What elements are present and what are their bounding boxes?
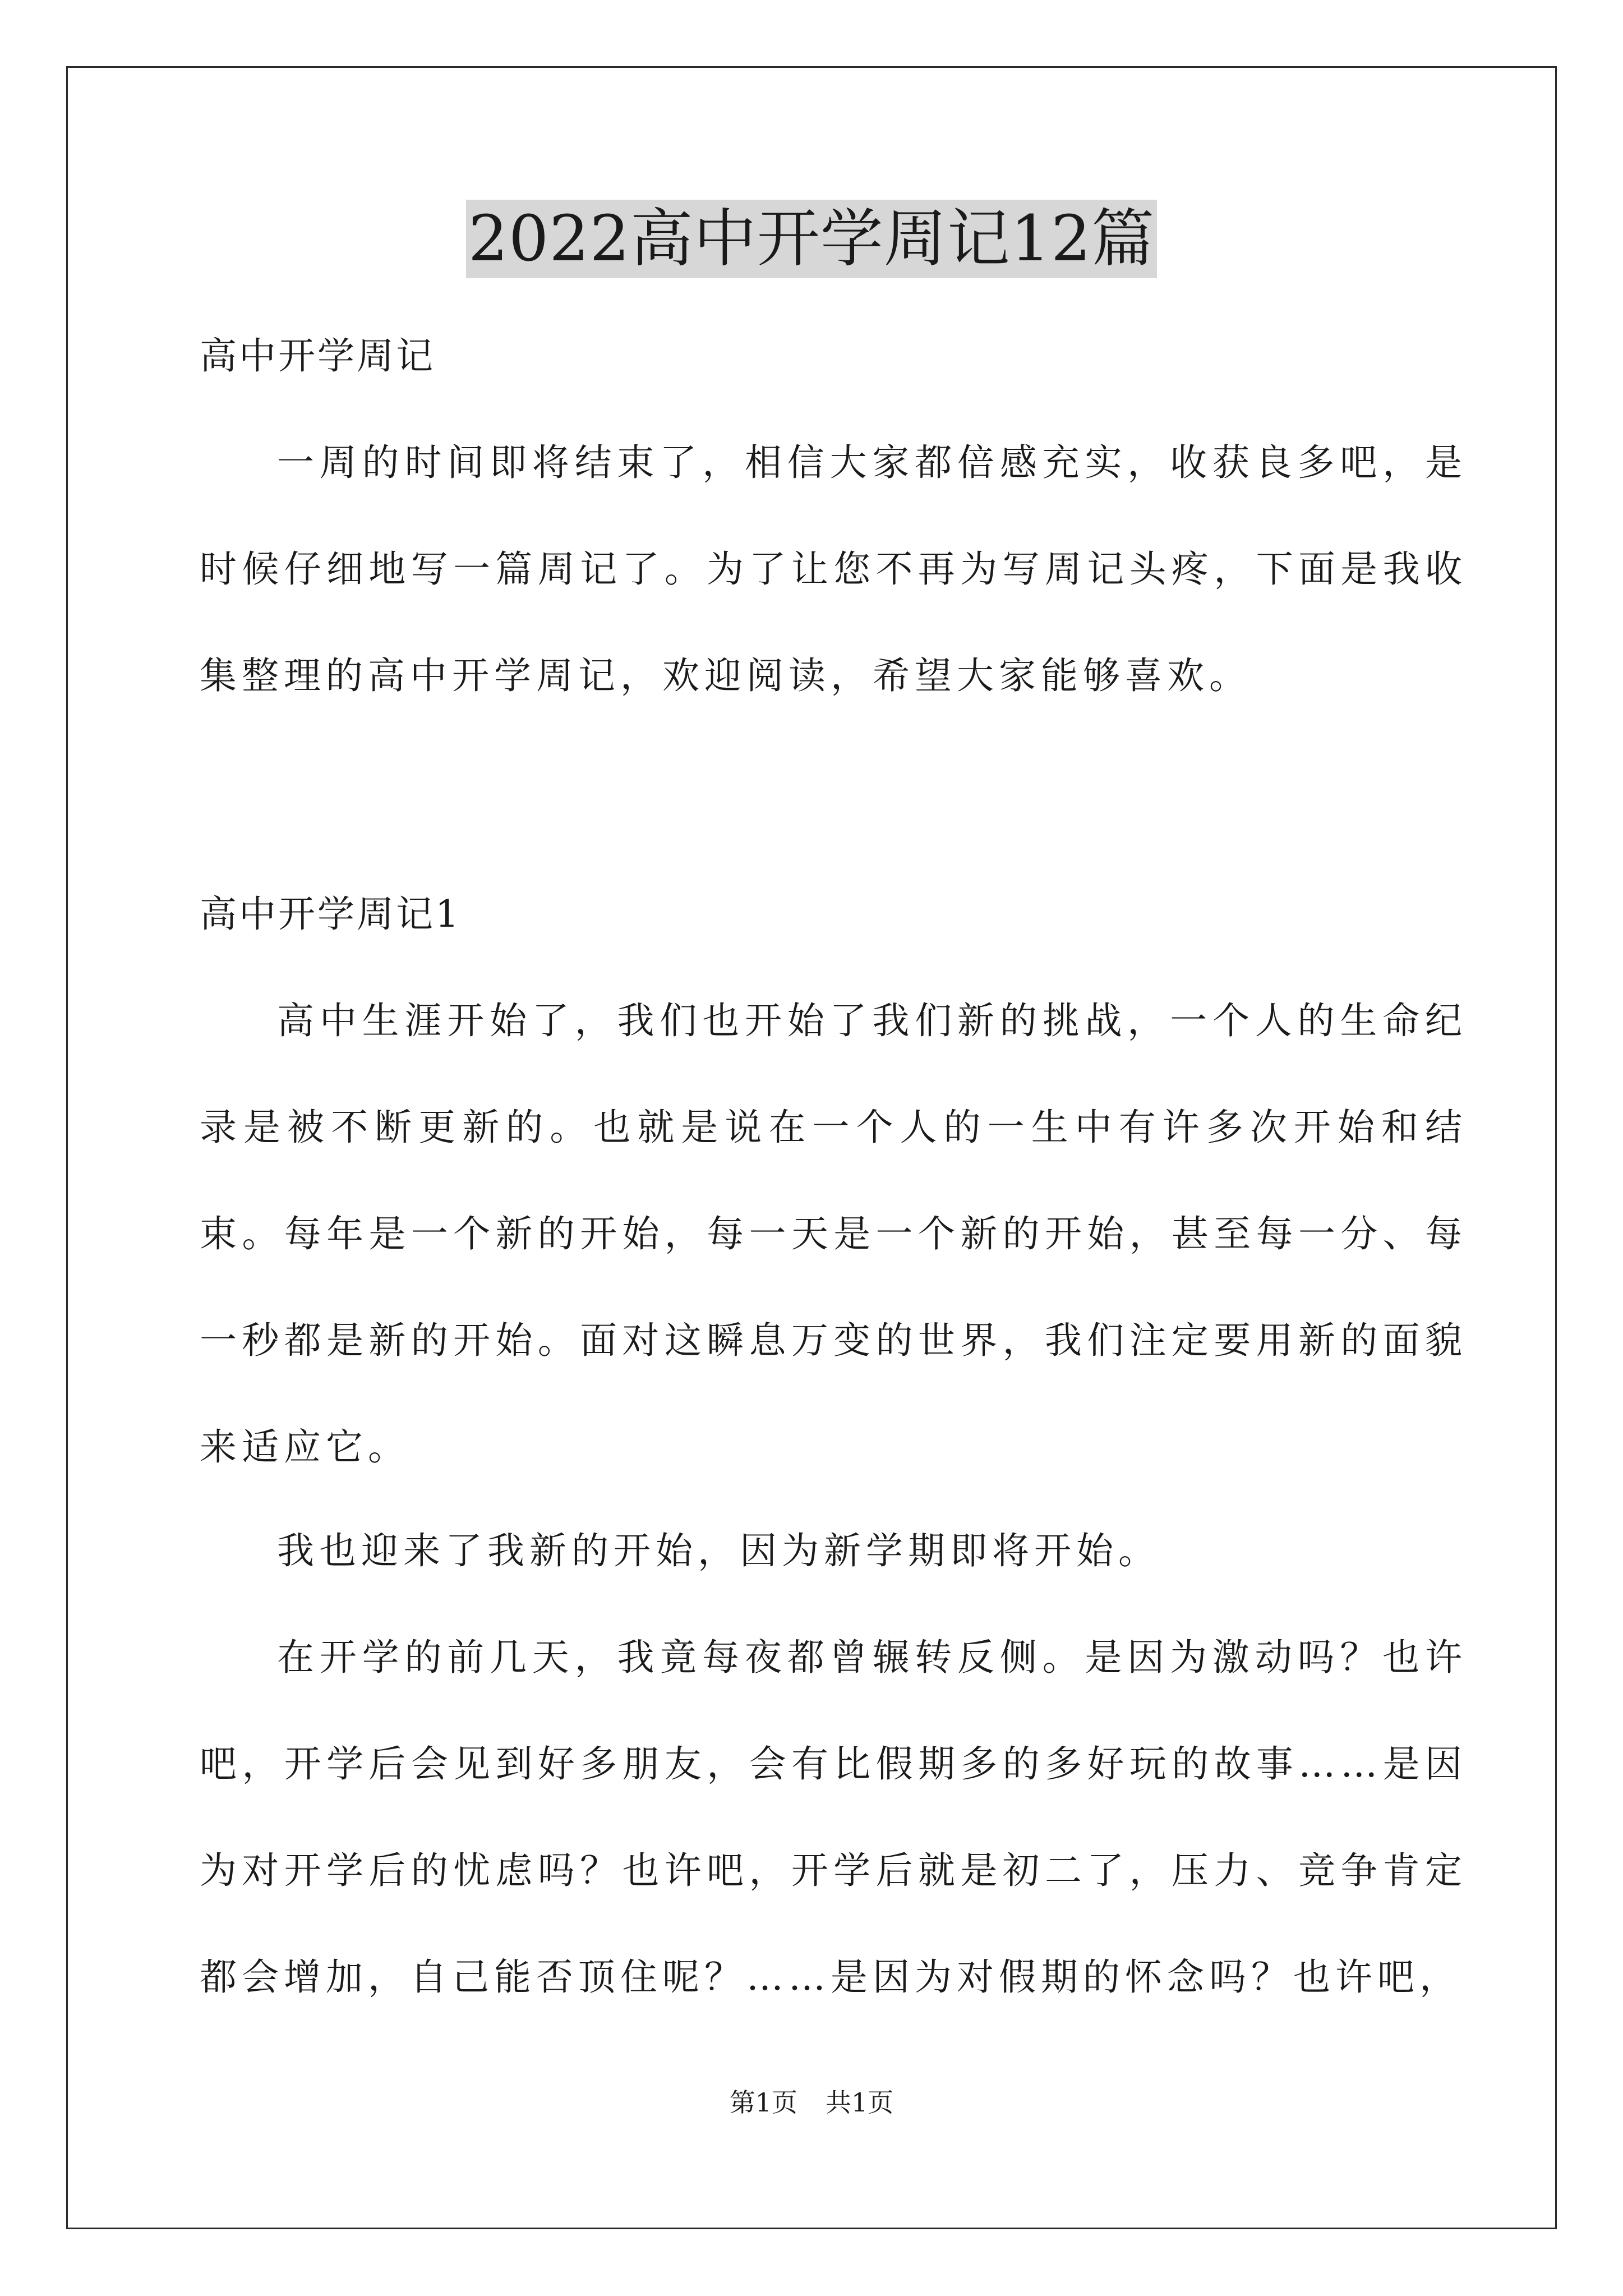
page-total: 共1页 [826,2087,894,2118]
body-paragraph: 高中生涯开始了，我们也开始了我们新的挑战，一个人的生命纪录是被不断更新的。也就是说在一个人的一生中有许多次开始和结束。每年是一个新的开始，每一天是一个新的开始，甚至每一分、每一秒都是新的开始。面对这瞬息万变的世界，我们注定要用新的面貌来适应它。 [200,999,1467,1469]
intro-heading: 高中开学周记 [200,334,435,378]
document-title: 2022高中开学周记12篇 [466,200,1158,278]
intro-paragraph: 一周的时间即将结束了，相信大家都倍感充实，收获良多吧，是时候仔细地写一篇周记了。为了让您不再为写周记头疼，下面是我收集整理的高中开学周记，欢迎阅读，希望大家能够喜欢。 [200,441,1467,697]
page-footer [0,2086,1623,2119]
section-heading-1: 高中开学周记1 [200,892,461,936]
body-paragraph: 在开学的前几天，我竟每夜都曾辗转反侧。是因为激动吗？也许吧，开学后会见到好多朋友，会有比假期多的多好玩的故事……是因为对开学后的忧虑吗？也许吧，开学后就是初二了，压力、竞争肯定都会增加，自己能否顶住呢？……是因为对假期的怀念吗？也许吧， [200,1636,1467,1999]
body-paragraph: 我也迎来了我新的开始，因为新学期即将开始。 [277,1529,1160,1572]
title-container [0,200,1623,278]
page-number: 第1页 [729,2087,797,2118]
